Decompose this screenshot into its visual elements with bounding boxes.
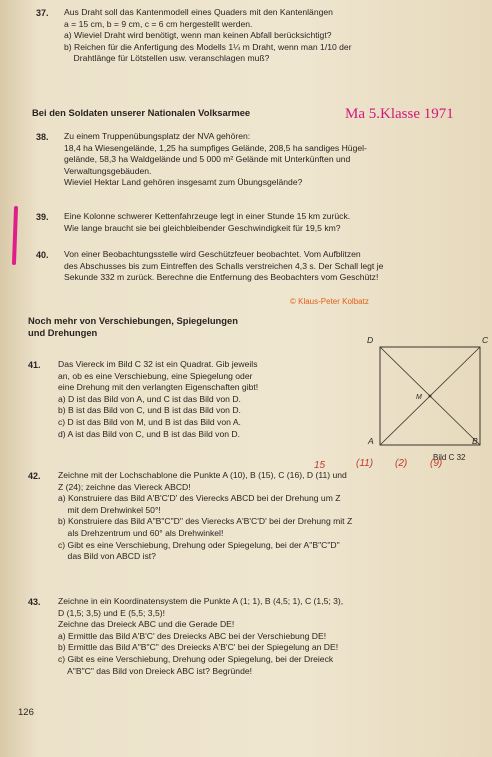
section-title: Bei den Soldaten unserer Nationalen Volksarmee xyxy=(32,107,251,118)
task-40-text: Von einer Beobachtungsstelle wird Geschützfeuer beobachtet. Vom Aufblitzen des Abschusses bis zum Eintreffen des Schalls verstreichen 4,3 s. Der Schall legt je Sekunde 332 m zurück. Berechne die Entfernung des Beobachters vom Geschütz! xyxy=(64,249,384,283)
task-number: 42. xyxy=(28,471,41,481)
watermark: © Klaus-Peter Kolbatz xyxy=(290,297,369,306)
handwritten-note: (9) xyxy=(430,458,443,469)
task-39-text: Eine Kolonne schwerer Kettenfahrzeuge legt in einer Stunde 15 km zurück. Wie lange braucht sie bei gleichbleibender Geschwindigkeit für 19,5 km? xyxy=(64,211,351,233)
task-number: 38. xyxy=(36,132,49,142)
label-d: D xyxy=(367,335,374,345)
task-number: 43. xyxy=(28,597,41,607)
figure-caption: Bild C 32 xyxy=(433,453,466,462)
handwritten-note: 15 xyxy=(314,460,326,471)
task-42-text: Zeichne mit der Lochschablone die Punkte A (10), B (15), C (16), D (11) und Z (24); zeichne das Viereck ABCD! a) Konstruiere das Bild A'B'C'D' des Vierecks ABCD bei der Drehung um Z mit dem Drehwinkel 50°! b) Konstruiere das Bild A"B"C"D" des Vierecks A'B'C'D' bei der Drehung mit Z als Drehzentrum und 60° als Drehwinkel! c) Gibt es eine Verschiebung, Drehung oder Spiegelung, bei der A"B"C"D" das Bild von ABCD ist? xyxy=(58,470,353,562)
handwritten-note: (2) xyxy=(395,458,408,469)
label-b: B xyxy=(472,436,478,446)
label-m: M xyxy=(416,394,422,401)
task-38-text: Zu einem Truppenübungsplatz der NVA gehören: 18,4 ha Wiesengelände, 1,25 ha sumpfiges Gelände, 208,5 ha sandiges Hügel- gelände, 58,3 ha Waldgelände und 5 000 m² Gelände mit Unterkünften und Verwaltungsgebäuden. Wieviel Hektar Land gehören insgesamt zum Übungsgelände? xyxy=(64,131,367,188)
task-number: 37. xyxy=(36,8,49,18)
label-c: C xyxy=(482,335,489,345)
handwritten-stamp: Ma 5.Klasse 1971 xyxy=(345,106,454,122)
task-number: 39. xyxy=(36,212,49,222)
margin-mark xyxy=(8,205,24,267)
task-37-text: Aus Draht soll das Kantenmodell eines Quaders mit den Kantenlängen a = 15 cm, b = 9 cm, c = 6 cm hergestellt werden. a) Wieviel Draht wird benötigt, wenn man keinen Abfall berücksichtigt? b) Reichen für die Anfertigung des Modells 1¼ m Draht, wenn man 1/10 der Drahtlänge für Lötstellen usw. veranschlagen muß? xyxy=(64,7,352,64)
label-a: A xyxy=(368,436,374,446)
task-number: 40. xyxy=(36,250,49,260)
page-number: 126 xyxy=(18,707,34,718)
section-title: Noch mehr von Verschiebungen, Spiegelungen und Drehungen xyxy=(28,315,238,338)
task-number: 41. xyxy=(28,360,41,370)
task-43-text: Zeichne in ein Koordinatensystem die Punkte A (1; 1), B (4,5; 1), C (1,5; 3), D (1,5; 3,5) und E (5,5; 3,5)! Zeichne das Dreieck ABC und die Gerade DE! a) Ermittle das Bild A'B'C' des Dreiecks ABC bei der Verschiebung DE! b) Ermittle das Bild A"B"C" des Dreiecks A'B'C' bei der Spiegelung an DE! c) Gibt es eine Verschiebung, Drehung oder Spiegelung, bei der Dreieck A"B"C" das Bild von Dreieck ABC ist? Begründe! xyxy=(58,596,344,676)
handwritten-note: (11) xyxy=(356,458,374,469)
task-41-text: Das Viereck im Bild C 32 ist ein Quadrat. Gib jeweils an, ob es eine Verschiebung, eine Spiegelung oder eine Drehung mit den verlangten Eigenschaften gibt! a) D ist das Bild von A, und C ist das Bild von D. b) B ist das Bild von C, und B ist das Bild von D. c) D ist das Bild von M, und B ist das Bild von A. d) A ist das Bild von C, und B ist das Bild von D. xyxy=(58,359,259,439)
